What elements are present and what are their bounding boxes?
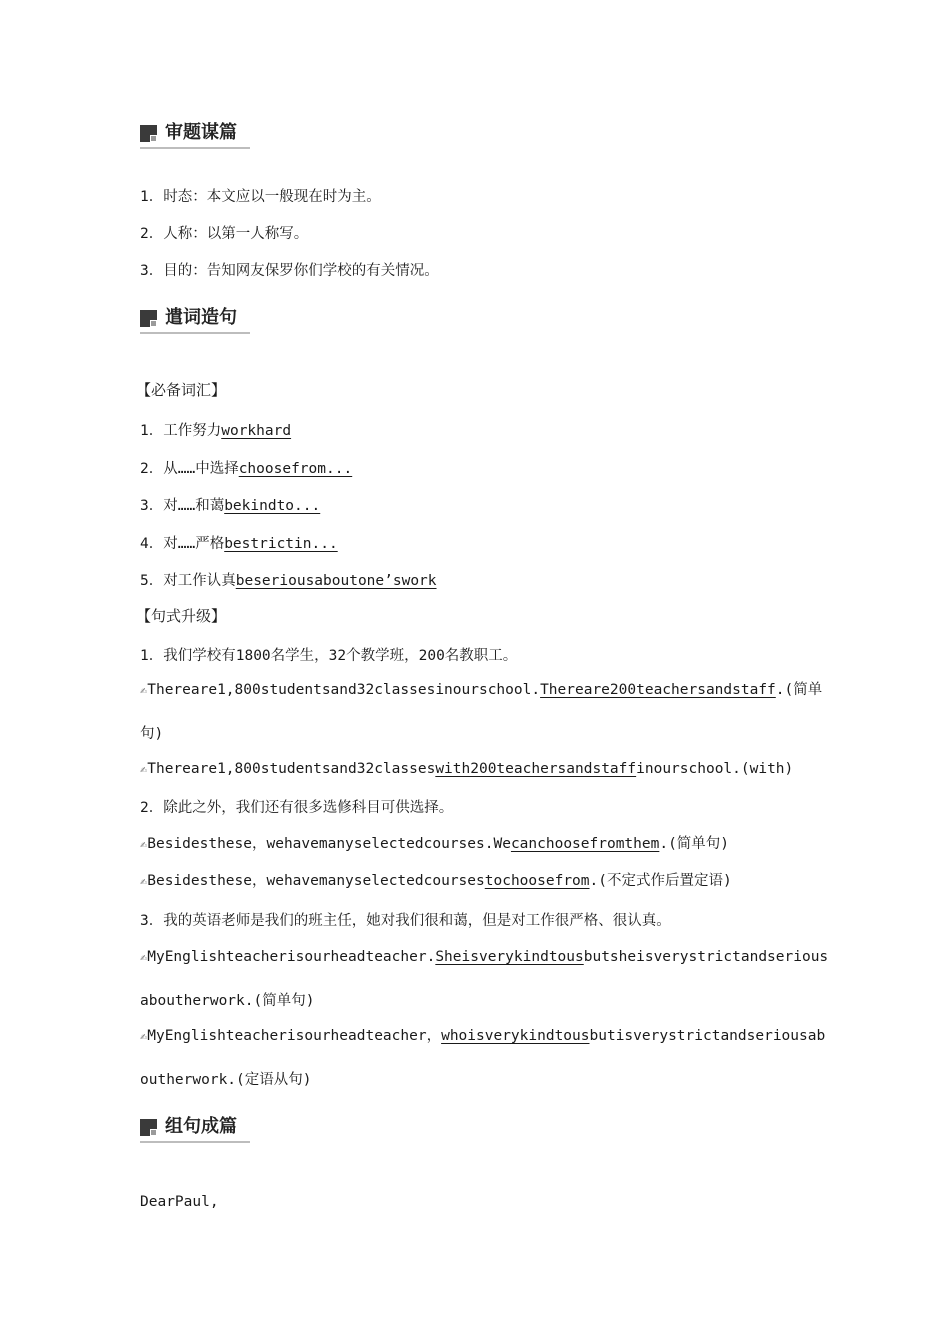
sentence-answer-3a-cont: aboutherwork.(简单句) bbox=[140, 993, 315, 1009]
section-heading-wording bbox=[140, 306, 250, 332]
vocab-answer: bekindto... bbox=[224, 498, 321, 514]
heading-title: 审题谋篇 bbox=[165, 122, 237, 143]
vocab-header: 【必备词汇】 bbox=[136, 381, 227, 399]
sentences-header: 【句式升级】 bbox=[136, 607, 227, 625]
vocab-item bbox=[140, 421, 291, 441]
vocab-answer: bestrictin... bbox=[224, 536, 338, 552]
answer-blank: canchoosefromthem bbox=[510, 836, 660, 852]
answer-blank: whoisverykindtous bbox=[441, 1028, 590, 1044]
vocab-item bbox=[140, 571, 437, 591]
vocab-prefix: 1．工作努力 bbox=[140, 423, 222, 439]
vocab-item bbox=[140, 459, 352, 479]
sentence-answer-3a: ✍MyEnglishteacherisourheadteacher.Sheisverykindtousbutsheisverystrictandserious bbox=[140, 949, 829, 965]
pen-icon: ✍ bbox=[140, 950, 148, 964]
pen-icon: ✍ bbox=[140, 874, 148, 888]
answer-blank: Thereare200teachersandstaff bbox=[540, 682, 776, 698]
letter-greeting: DearPaul, bbox=[140, 1194, 219, 1210]
answer-blank: Sheisverykindtous bbox=[435, 949, 584, 965]
analysis-item-1: 1．时态：本文应以一般现在时为主。 bbox=[140, 189, 381, 205]
vocab-prefix: 2．从……中选择 bbox=[140, 461, 239, 477]
section-heading-composition bbox=[140, 1115, 250, 1141]
sentence-question-3: 3．我的英语老师是我们的班主任，她对我们很和蔼，但是对工作很严格、很认真。 bbox=[140, 913, 671, 929]
sentence-question-1: 1．我们学校有1800名学生，32个教学班，200名教职工。 bbox=[140, 648, 518, 664]
vocab-answer: workhard bbox=[221, 423, 292, 439]
heading-title: 遣词造句 bbox=[165, 307, 237, 328]
heading-title: 组句成篇 bbox=[165, 1116, 237, 1137]
sentence-question-2: 2．除此之外，我们还有很多选修科目可供选择。 bbox=[140, 800, 454, 816]
vocab-item bbox=[140, 534, 338, 554]
vocab-answer: choosefrom... bbox=[238, 461, 353, 477]
answer-blank: tochoosefrom bbox=[484, 873, 590, 889]
answer-blank: with200teachersandstaff bbox=[435, 761, 637, 777]
sentence-answer-2a: ✍Besidesthese，wehavemanyselectedcourses.Wecanchoosefromthem.(简单句) bbox=[140, 836, 730, 852]
heading-square-icon bbox=[140, 310, 157, 327]
heading-square-icon bbox=[140, 1119, 157, 1136]
pen-icon: ✍ bbox=[140, 1029, 148, 1043]
vocab-answer: beseriousaboutone’swork bbox=[235, 573, 437, 589]
sentence-answer-3b: ✍MyEnglishteacherisourheadteacher，whoisverykindtousbutisverystrictandseriousab bbox=[140, 1028, 826, 1044]
sentence-answer-1a: ✍Thereare1,800studentsand32classesinourschool.Thereare200teachersandstaff.(简单 bbox=[140, 682, 823, 698]
analysis-item-2: 2．人称：以第一人称写。 bbox=[140, 226, 309, 242]
vocab-item bbox=[140, 496, 320, 516]
sentence-answer-1b: ✍Thereare1,800studentsand32classeswith200teachersandstaffinourschool.(with) bbox=[140, 761, 794, 777]
sentence-answer-3b-cont: outherwork.(定语从句) bbox=[140, 1072, 312, 1088]
pen-icon: ✍ bbox=[140, 683, 148, 697]
sentence-answer-1a-cont: 句) bbox=[140, 726, 164, 742]
vocab-prefix: 3．对……和蔼 bbox=[140, 498, 225, 514]
vocab-prefix: 5．对工作认真 bbox=[140, 573, 236, 589]
sentence-answer-2b: ✍Besidesthese，wehavemanyselectedcoursestochoosefrom.(不定式作后置定语) bbox=[140, 873, 732, 889]
section-heading-analysis bbox=[140, 121, 250, 147]
heading-rule bbox=[140, 332, 250, 334]
vocab-prefix: 4．对……严格 bbox=[140, 536, 225, 552]
heading-rule bbox=[140, 147, 250, 149]
heading-rule bbox=[140, 1141, 250, 1143]
pen-icon: ✍ bbox=[140, 837, 148, 851]
heading-square-icon bbox=[140, 125, 157, 142]
analysis-item-3: 3．目的：告知网友保罗你们学校的有关情况。 bbox=[140, 263, 439, 279]
pen-icon: ✍ bbox=[140, 762, 148, 776]
